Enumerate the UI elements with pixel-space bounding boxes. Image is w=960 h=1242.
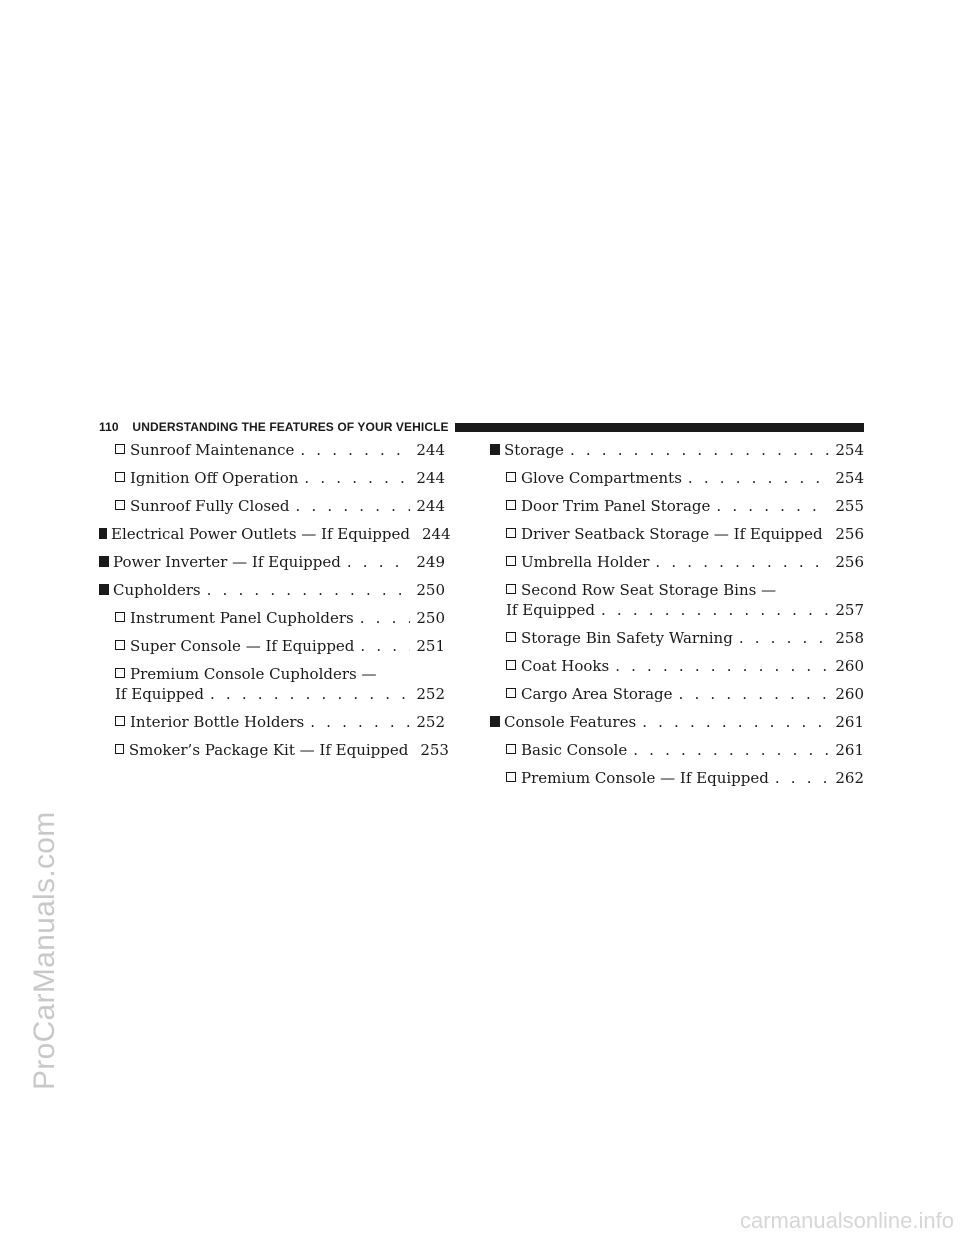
hollow-square-bullet-icon: [115, 744, 124, 754]
toc-entry[interactable]: [490, 740, 864, 760]
toc-entry-title: Cupholders: [113, 581, 201, 599]
toc-entry-page: 254: [835, 441, 864, 459]
toc-entry-page: 256: [835, 553, 864, 571]
dot-leader: [679, 684, 830, 704]
page-number: 110: [99, 420, 119, 434]
hollow-square-bullet-icon: [506, 660, 516, 670]
header-rule: [455, 423, 864, 432]
page-header-text: [99, 420, 449, 434]
dot-leader: [300, 440, 410, 460]
dot-leader: [688, 468, 829, 488]
toc-entry-page: 250: [416, 581, 445, 599]
toc-entry-page: 260: [835, 657, 864, 675]
hollow-square-bullet-icon: [115, 640, 125, 650]
hollow-square-bullet-icon: [115, 668, 125, 678]
toc-entry-page: 253: [420, 741, 449, 759]
toc-entry-page: 252: [416, 685, 445, 703]
toc-entry[interactable]: [490, 768, 864, 788]
toc-entry-title: Console Features: [504, 713, 637, 731]
hollow-square-bullet-icon: [506, 584, 516, 594]
toc-entry[interactable]: [99, 664, 445, 704]
dot-leader: [615, 656, 829, 676]
toc-entry[interactable]: [490, 656, 864, 676]
filled-square-bullet-icon: [99, 584, 109, 595]
toc-entry-title: Premium Console — If Equipped: [521, 769, 769, 787]
toc-entry-page: 261: [835, 713, 864, 731]
toc-entry[interactable]: [99, 496, 445, 516]
toc-entry[interactable]: [99, 552, 445, 572]
dot-leader: [360, 636, 410, 656]
toc-entry[interactable]: [99, 740, 449, 760]
hollow-square-bullet-icon: [115, 500, 125, 510]
toc-entry[interactable]: [99, 580, 445, 600]
dot-leader: [570, 440, 829, 460]
toc-entry-page: 260: [835, 685, 864, 703]
toc-entry[interactable]: [490, 580, 864, 620]
toc-entry-page: 244: [416, 469, 445, 487]
hollow-square-bullet-icon: [506, 528, 516, 538]
hollow-square-bullet-icon: [506, 472, 516, 482]
filled-square-bullet-icon: [99, 528, 107, 539]
toc-entry-title: Sunroof Maintenance: [130, 441, 295, 459]
hollow-square-bullet-icon: [115, 716, 125, 726]
toc-entry-title: Power Inverter — If Equipped: [113, 553, 341, 571]
toc-entry[interactable]: [99, 712, 445, 732]
toc-entry-page: 256: [835, 525, 864, 543]
toc-entry-title: Door Trim Panel Storage: [521, 497, 711, 515]
toc-entry[interactable]: [99, 440, 445, 460]
dot-leader: [347, 552, 411, 572]
dot-leader: [716, 496, 829, 516]
dot-leader: [829, 524, 830, 544]
toc-entry-title: Glove Compartments: [521, 469, 682, 487]
toc-entry[interactable]: [490, 524, 864, 544]
toc-entry-title: Storage: [504, 441, 564, 459]
toc-entry-title: Umbrella Holder: [521, 553, 650, 571]
toc-entry-title: Instrument Panel Cupholders: [130, 609, 354, 627]
dot-leader: [310, 712, 410, 732]
dot-leader: [601, 600, 829, 620]
toc-entry-title: Interior Bottle Holders: [130, 713, 305, 731]
toc-entry[interactable]: [99, 608, 445, 628]
filled-square-bullet-icon: [490, 716, 500, 727]
hollow-square-bullet-icon: [506, 744, 516, 754]
side-watermark: ProCarManuals.com: [28, 811, 61, 1090]
page-header: [99, 418, 864, 436]
toc-entry-title: Basic Console: [521, 741, 628, 759]
toc-entry-page: 244: [422, 525, 451, 543]
toc-entry-title: Storage Bin Safety Warning: [521, 629, 733, 647]
toc-entry-title: Second Row Seat Storage Bins —: [521, 581, 777, 599]
dot-leader: [207, 580, 411, 600]
toc-entry[interactable]: [490, 496, 864, 516]
footer-watermark: carmanualsonline.info: [739, 1208, 954, 1233]
dot-leader: [642, 712, 829, 732]
toc-entry[interactable]: [490, 684, 864, 704]
toc-entry-page: 244: [416, 497, 445, 515]
toc-entry-title: Coat Hooks: [521, 657, 610, 675]
toc-entry-page: 244: [416, 441, 445, 459]
toc-entry-title-continued: If Equipped: [506, 601, 595, 619]
toc-right-column: [490, 440, 864, 796]
toc-entry-title-continued: If Equipped: [115, 685, 204, 703]
toc-entry-title: Super Console — If Equipped: [130, 637, 355, 655]
hollow-square-bullet-icon: [115, 472, 125, 482]
toc-entry-page: 262: [835, 769, 864, 787]
dot-leader: [210, 684, 410, 704]
toc-entry-title: Smoker’s Package Kit — If Equipped: [128, 741, 409, 759]
hollow-square-bullet-icon: [506, 556, 516, 566]
section-title: UNDERSTANDING THE FEATURES OF YOUR VEHICLE: [132, 420, 449, 434]
toc-entry-page: 252: [416, 713, 445, 731]
toc-entry[interactable]: [99, 636, 445, 656]
toc-entry[interactable]: [490, 468, 864, 488]
toc-entry[interactable]: [490, 712, 864, 732]
hollow-square-bullet-icon: [506, 500, 516, 510]
toc-entry-page: 254: [835, 469, 864, 487]
toc-entry[interactable]: [490, 628, 864, 648]
toc-entry-page: 249: [416, 553, 445, 571]
hollow-square-bullet-icon: [506, 772, 516, 782]
toc-entry-title: Driver Seatback Storage — If Equipped: [521, 525, 823, 543]
dot-leader: [633, 740, 829, 760]
dot-leader: [304, 468, 410, 488]
toc-entry-page: 255: [835, 497, 864, 515]
toc-entry-title: Sunroof Fully Closed: [130, 497, 290, 515]
filled-square-bullet-icon: [99, 556, 109, 567]
toc-left-column: [99, 440, 451, 768]
toc-entry-page: 261: [835, 741, 864, 759]
toc-entry-page: 250: [416, 609, 445, 627]
hollow-square-bullet-icon: [115, 612, 125, 622]
toc-entry[interactable]: [99, 468, 445, 488]
dot-leader: [296, 496, 411, 516]
toc-entry-title: Cargo Area Storage: [521, 685, 673, 703]
filled-square-bullet-icon: [490, 444, 500, 455]
toc-entry-title: Premium Console Cupholders —: [130, 665, 377, 683]
toc-entry-page: 258: [835, 629, 864, 647]
dot-leader: [360, 608, 411, 628]
toc-entry[interactable]: [490, 440, 864, 460]
toc-entry[interactable]: [490, 552, 864, 572]
toc-entry-page: 257: [835, 601, 864, 619]
hollow-square-bullet-icon: [506, 688, 516, 698]
hollow-square-bullet-icon: [115, 444, 125, 454]
toc-entry[interactable]: [99, 524, 451, 544]
hollow-square-bullet-icon: [506, 632, 516, 642]
toc-entry-title: Electrical Power Outlets — If Equipped: [111, 525, 410, 543]
dot-leader: [739, 628, 830, 648]
dot-leader: [655, 552, 829, 572]
dot-leader: [775, 768, 830, 788]
toc-entry-title: Ignition Off Operation: [130, 469, 299, 487]
toc-entry-page: 251: [416, 637, 445, 655]
